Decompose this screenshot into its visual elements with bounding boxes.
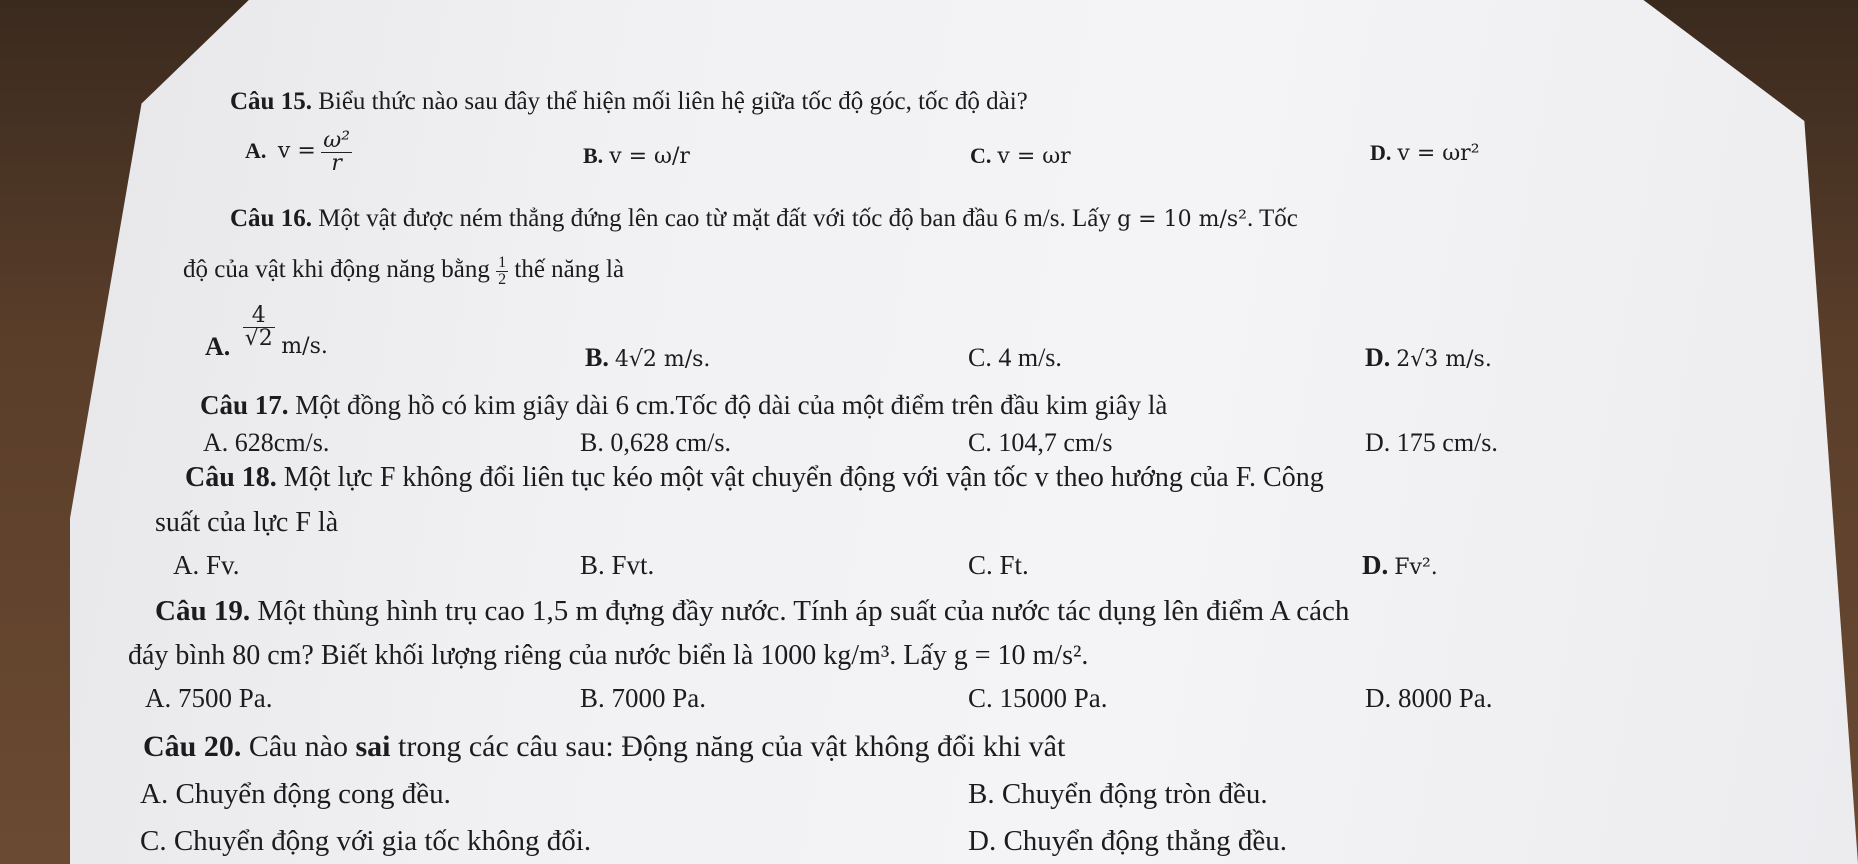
option-text: A. 7500 Pa. bbox=[145, 683, 273, 713]
fraction bbox=[243, 305, 275, 350]
option-unit: m/s. bbox=[281, 334, 328, 360]
q20-option-d bbox=[968, 825, 1287, 858]
option-text: C. 104,7 cm/s bbox=[968, 428, 1113, 457]
option-text: B. Chuyển động tròn đều. bbox=[968, 778, 1268, 810]
gravity-value: g = 10 m/s² bbox=[1117, 207, 1247, 232]
q19-option-d bbox=[1365, 683, 1493, 714]
option-expr: 2√3 m/s. bbox=[1396, 347, 1492, 372]
q18-option-c bbox=[968, 550, 1029, 581]
question-16-text-end: . Tốc bbox=[1246, 205, 1298, 232]
q17-option-a bbox=[203, 428, 329, 458]
question-19-label: Câu 19. bbox=[155, 595, 251, 627]
option-text: A. 628cm/s. bbox=[203, 428, 330, 457]
question-18-text: Một lực F không đổi liên tục kéo một vật chuyển động với vận tốc v theo hướng của F. Công bbox=[283, 462, 1324, 493]
q16-option-b bbox=[585, 343, 710, 373]
option-text: A. Chuyển động cong đều. bbox=[140, 778, 451, 810]
question-20-text-b: trong các câu sau: Động năng của vật không đổi khi vât bbox=[398, 730, 1066, 763]
q19-option-b bbox=[580, 683, 706, 714]
fraction bbox=[321, 130, 352, 175]
q16-option-c bbox=[968, 343, 1062, 373]
q15-option-c bbox=[970, 143, 1071, 169]
question-18 bbox=[185, 462, 1324, 494]
emphasis-sai: sai bbox=[355, 730, 391, 763]
question-19 bbox=[155, 595, 1349, 628]
question-19-line2 bbox=[128, 640, 1088, 672]
option-text: A. Fv. bbox=[173, 550, 240, 580]
question-20 bbox=[143, 730, 1065, 764]
question-18-label: Câu 18. bbox=[185, 462, 277, 493]
q20-option-b bbox=[968, 778, 1268, 811]
option-label: D. bbox=[1362, 550, 1389, 580]
denominator: √2 bbox=[244, 326, 273, 351]
option-expr: 4√2 m/s. bbox=[614, 347, 711, 372]
question-17-label: Câu 17. bbox=[200, 390, 289, 420]
question-17-text: Một đồng hồ có kim giây dài 6 cm.Tốc độ dài của một điểm trên đầu kim giây là bbox=[295, 390, 1168, 420]
option-label: B. bbox=[583, 143, 604, 168]
option-label: D. bbox=[1370, 140, 1392, 165]
option-text: C. 15000 Pa. bbox=[968, 683, 1108, 713]
numerator: 1 bbox=[498, 254, 507, 271]
numerator: 4 bbox=[251, 303, 266, 328]
question-18-line2 bbox=[155, 507, 338, 539]
option-text: C. Ft. bbox=[968, 550, 1029, 580]
question-15 bbox=[230, 88, 1028, 116]
option-expr: v = ωr bbox=[997, 144, 1071, 169]
question-17 bbox=[200, 390, 1167, 421]
q18-option-b bbox=[580, 550, 654, 581]
q17-option-d bbox=[1365, 428, 1498, 458]
question-20-text-a: Câu nào bbox=[248, 730, 348, 763]
question-16-text: Một vật được ném thẳng đứng lên cao từ mặt đất với tốc độ ban đầu 6 m/s. Lấy bbox=[318, 205, 1111, 232]
q18-option-a bbox=[173, 550, 240, 581]
option-label: A. bbox=[245, 137, 267, 163]
question-16-label: Câu 16. bbox=[230, 205, 312, 232]
option-text: B. 0,628 cm/s. bbox=[580, 428, 731, 457]
question-16 bbox=[230, 205, 1298, 233]
q16-option-a bbox=[205, 303, 328, 362]
option-text: D. Chuyển động thẳng đều. bbox=[968, 825, 1287, 857]
half-fraction bbox=[496, 255, 508, 288]
question-19-text: Một thùng hình trụ cao 1,5 m đựng đầy nước. Tính áp suất của nước tác dụng lên điểm A cách bbox=[257, 595, 1350, 627]
denominator: 2 bbox=[498, 271, 507, 288]
option-expr: v = ωr² bbox=[1397, 141, 1480, 166]
option-label: B. bbox=[585, 343, 609, 372]
q15-option-a bbox=[245, 130, 352, 175]
question-16-line2 bbox=[183, 255, 624, 288]
q18-option-d bbox=[1362, 550, 1438, 581]
option-text: B. Fvt. bbox=[580, 550, 655, 580]
option-label: D. bbox=[1365, 343, 1391, 372]
option-label: A. bbox=[205, 332, 231, 362]
option-text: C. Chuyển động với gia tốc không đổi. bbox=[140, 825, 592, 857]
option-text: B. 7000 Pa. bbox=[580, 683, 707, 713]
option-expr: v = bbox=[277, 138, 316, 164]
question-16-text3: thế năng là bbox=[514, 256, 625, 284]
question-15-text: Biểu thức nào sau đây thể hiện mối liên hệ giữa tốc độ góc, tốc độ dài? bbox=[318, 88, 1028, 115]
option-expr: Fv². bbox=[1394, 555, 1438, 580]
denominator: r bbox=[331, 151, 342, 176]
q19-option-a bbox=[145, 683, 273, 714]
option-expr: v = ω/r bbox=[609, 144, 690, 169]
question-20-label: Câu 20. bbox=[143, 730, 242, 763]
question-16-text2: độ của vật khi động năng bằng bbox=[183, 256, 490, 284]
q17-option-c bbox=[968, 428, 1112, 458]
numerator: ω² bbox=[323, 128, 351, 153]
q19-option-c bbox=[968, 683, 1108, 714]
q15-option-d bbox=[1370, 140, 1480, 166]
option-label: C. bbox=[970, 143, 992, 168]
q16-option-d bbox=[1365, 343, 1492, 373]
option-text: C. 4 m/s. bbox=[968, 343, 1062, 372]
question-15-label: Câu 15. bbox=[230, 88, 312, 115]
q15-option-b bbox=[583, 143, 690, 169]
question-18-text2: suất của lực F là bbox=[155, 507, 339, 538]
q20-option-a bbox=[140, 778, 451, 811]
question-19-text2: đáy bình 80 cm? Biết khối lượng riêng của nước biển là 1000 kg/m³. Lấy g = 10 m/s². bbox=[128, 640, 1089, 671]
option-text: D. 8000 Pa. bbox=[1365, 683, 1493, 713]
option-text: D. 175 cm/s. bbox=[1365, 428, 1498, 457]
q20-option-c bbox=[140, 825, 591, 858]
q17-option-b bbox=[580, 428, 731, 458]
